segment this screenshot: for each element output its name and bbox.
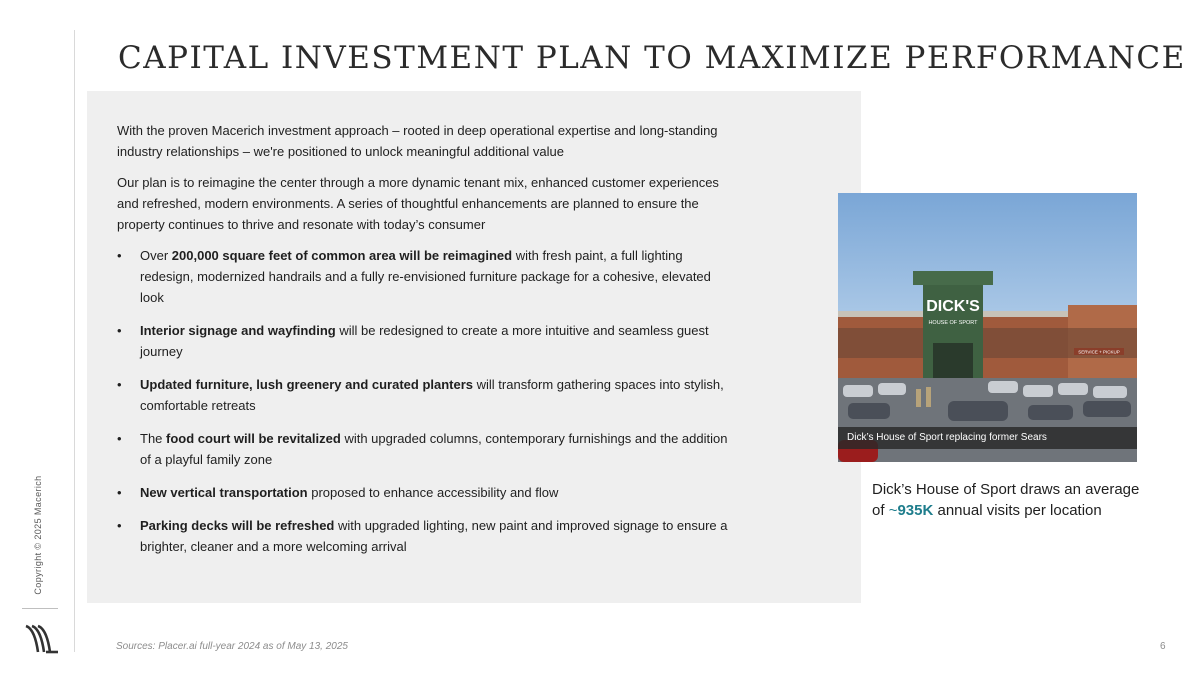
intro-paragraph: Our plan is to reimagine the center through a more dynamic tenant mix, enhanced customer experiences and refreshed, modern environments. A series of thoughtful enhancements are planned to ensure the property continues to thrive and resonate with today’s consumer bbox=[117, 175, 719, 232]
logo-divider bbox=[22, 608, 58, 609]
sources-footnote: Sources: Placer.ai full-year 2024 as of May 13, 2025 bbox=[116, 641, 348, 652]
list-item: • The food court will be revitalized with upgraded columns, contemporary furnishings and the addition of a playful family zone bbox=[117, 428, 732, 470]
store-subsign-text: HOUSE OF SPORT bbox=[928, 320, 978, 326]
macerich-logo-icon bbox=[24, 624, 60, 654]
left-divider bbox=[74, 30, 75, 652]
list-item: • New vertical transportation proposed to enhance accessibility and flow bbox=[117, 482, 732, 503]
visits-value: 935K bbox=[897, 502, 934, 519]
body-content bbox=[117, 120, 732, 569]
store-sign-text: DICK'S bbox=[926, 298, 980, 315]
image-caption: Dick’s House of Sport replacing former Sears bbox=[838, 427, 1137, 449]
list-item: • Over 200,000 square feet of common area will be reimagined with fresh paint, a full lighting redesign, modernized handrails and a fully re-envisioned furniture package for a cohesive, elevated look bbox=[117, 245, 732, 308]
intro-paragraph: With the proven Macerich investment approach – rooted in deep operational expertise and long-standing industry relationships – we're positioned to unlock meaningful additional value bbox=[117, 123, 718, 159]
page-number: 6 bbox=[1160, 641, 1166, 652]
list-item: • Updated furniture, lush greenery and curated planters will transform gathering spaces into stylish, comfortable retreats bbox=[117, 374, 732, 416]
list-item: • Parking decks will be refreshed with upgraded lighting, new paint and improved signage to ensure a brighter, cleaner and a more welcoming arrival bbox=[117, 515, 732, 557]
copyright-notice: Copyright © 2025 Macerich bbox=[33, 475, 43, 595]
service-sign-text: SERVICE + PICKUP bbox=[1078, 349, 1120, 355]
initiative-list bbox=[117, 245, 732, 557]
page-title: CAPITAL INVESTMENT PLAN TO MAXIMIZE PERFORMANCE bbox=[118, 40, 1186, 76]
visits-stat: Dick’s House of Sport draws an average of ~935K annual visits per location bbox=[872, 481, 1140, 519]
list-item: • Interior signage and wayfinding will be redesigned to create a more intuitive and seamless guest journey bbox=[117, 320, 732, 362]
store-illustration bbox=[838, 193, 1137, 462]
store-rendering-image bbox=[838, 193, 1137, 462]
